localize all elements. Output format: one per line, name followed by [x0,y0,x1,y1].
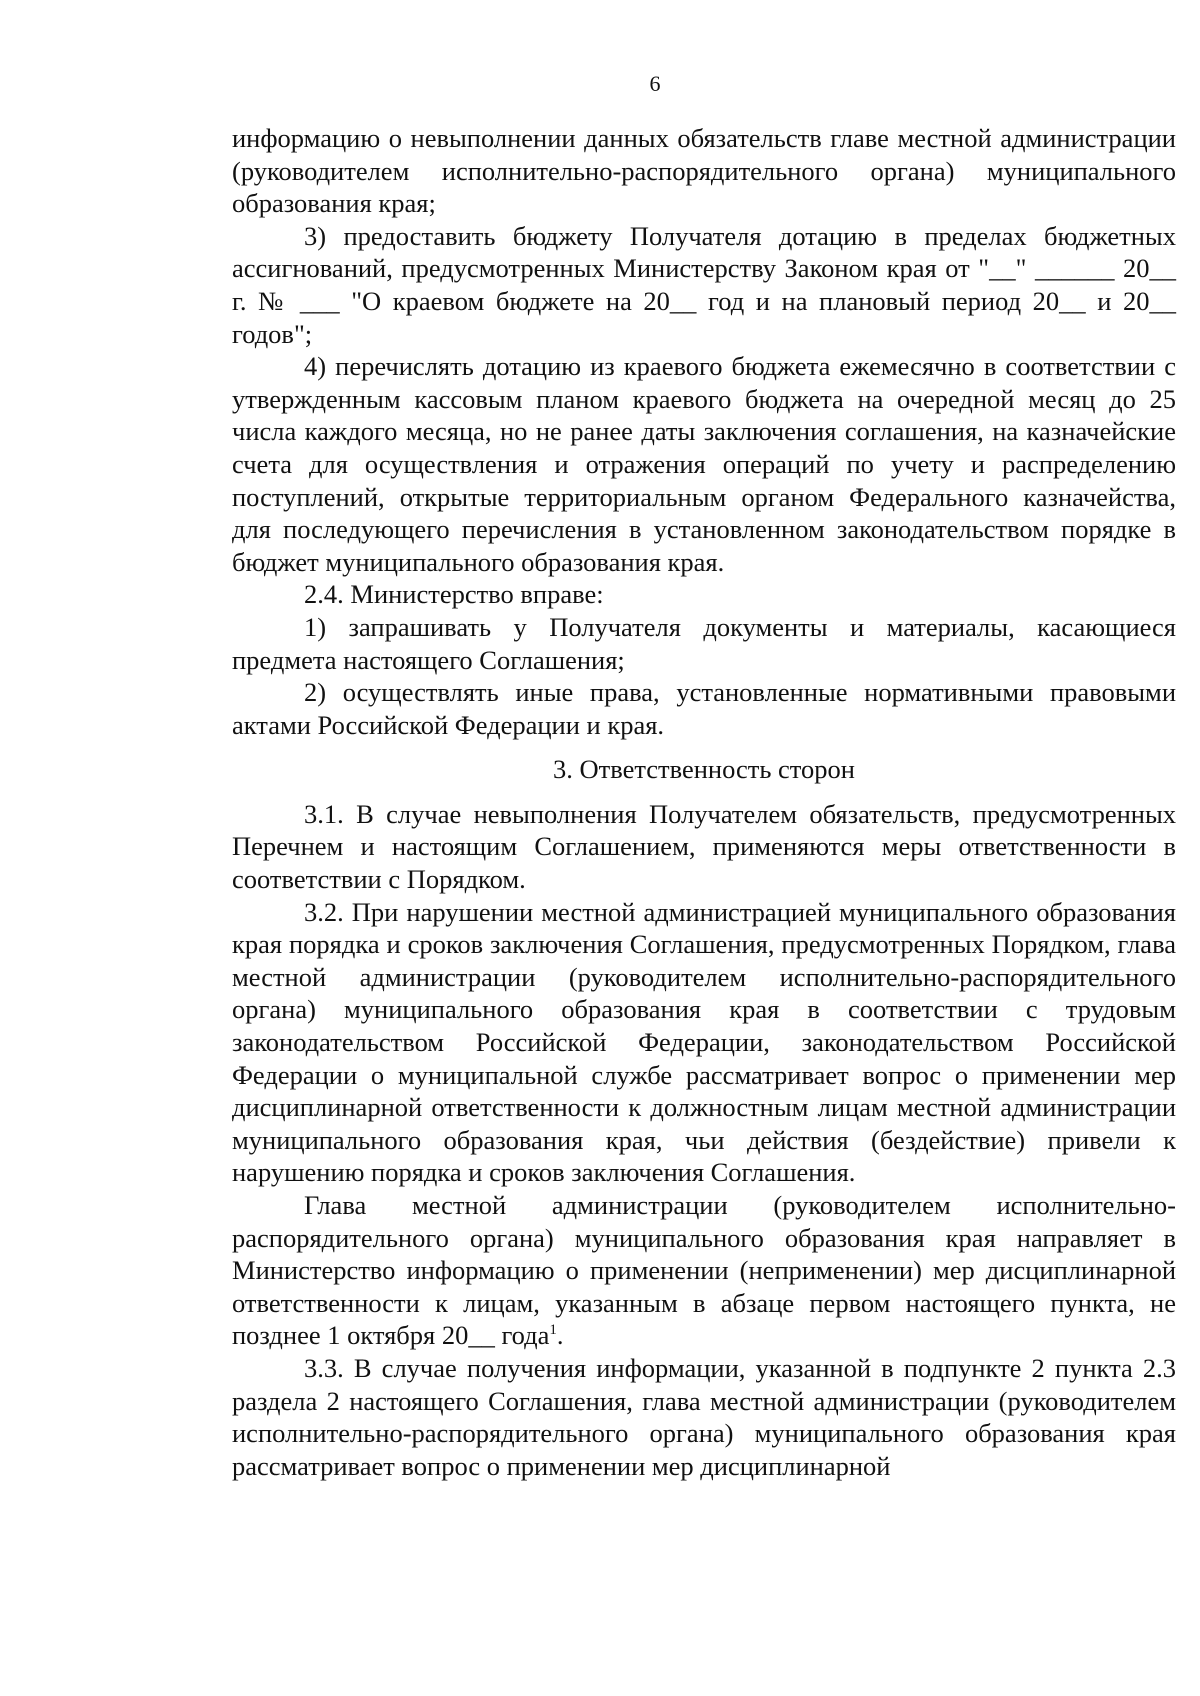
page-number: 6 [649,71,661,96]
section-3-heading: 3. Ответственность сторон [553,754,855,785]
paragraph-item-4: 4) перечислять дотацию из краевого бюджета ежемесячно в соответствии с утвержденным кассовым планом краевого бюджета на очередной месяц до 25 числа каждого месяца, но не ранее даты заключения соглашения, на казначейские счета для осуществления и отражения операций по учету и распределению поступлений, открытые территориальным органом Федерального казначейства, для последующего перечисления в установленном законодательством порядке в бюджет муниципального образования края. [232,351,1176,577]
paragraph-3-3: 3.3. В случае получения информации, указанной в подпункте 2 пункта 2.3 раздела 2 настоящего Соглашения, глава местной администрации (руководителем исполнительно-распорядительного органа) муниципального образования края рассматривает вопрос о применении мер дисциплинарной [232,1352,1176,1481]
paragraph-2-4-item-2: 2) осуществлять иные права, установленные нормативными правовыми актами Российской Федерации и края. [232,677,1176,740]
paragraph-3-2-second-text: Глава местной администрации (руководителем исполнительно-распорядительного органа) муниципального образования края направляет в Министерство информацию о применении (неприменении) мер дисциплинарной ответственности к лицам, указанным в абзаце первом настоящего пункта, не позднее 1 октября 20__ года [232,1190,1176,1351]
paragraph-continuation: информацию о невыполнении данных обязательств главе местной администрации (руководителем исполнительно-распорядительного органа) муниципального образования края; [232,123,1176,219]
document-body [232,122,1176,1482]
paragraph-2-4: 2.4. Министерство вправе: [304,579,604,610]
footnote-reference: 1 [549,1322,557,1339]
paragraph-2-4-item-1: 1) запрашивать у Получателя документы и материалы, касающиеся предмета настоящего Соглашения; [232,611,1176,675]
paragraph-3-2-second-end: . [556,1320,564,1351]
paragraph-3-2-second [232,1189,1176,1352]
paragraph-3-2: 3.2. При нарушении местной администрацией муниципального образования края порядка и сроков заключения Соглашения, предусмотренных Порядком, глава местной администрации (руководителем исполнительно-распорядительного органа) муниципального образования края в соответствии с трудовым законодательством Российской Федерации, законодательством Российской Федерации о муниципальной службе рассматривает вопрос о применении мер дисциплинарной ответственности к должностным лицам местной администрации муниципального образования края, чьи действия (бездействие) привели к нарушению порядка и сроков заключения Соглашения. [232,896,1176,1188]
paragraph-3-1: 3.1. В случае невыполнения Получателем обязательств, предусмотренных Перечнем и настоящим Соглашением, применяются меры ответственности в соответствии с Порядком. [232,798,1176,895]
paragraph-item-3: 3) предоставить бюджету Получателя дотацию в пределах бюджетных ассигнований, предусмотренных Министерству Законом края от "__" ______ 20__ г. № ___ "О краевом бюджете на 20__ год и на плановый период 20__ и 20__ годов"; [232,220,1176,349]
